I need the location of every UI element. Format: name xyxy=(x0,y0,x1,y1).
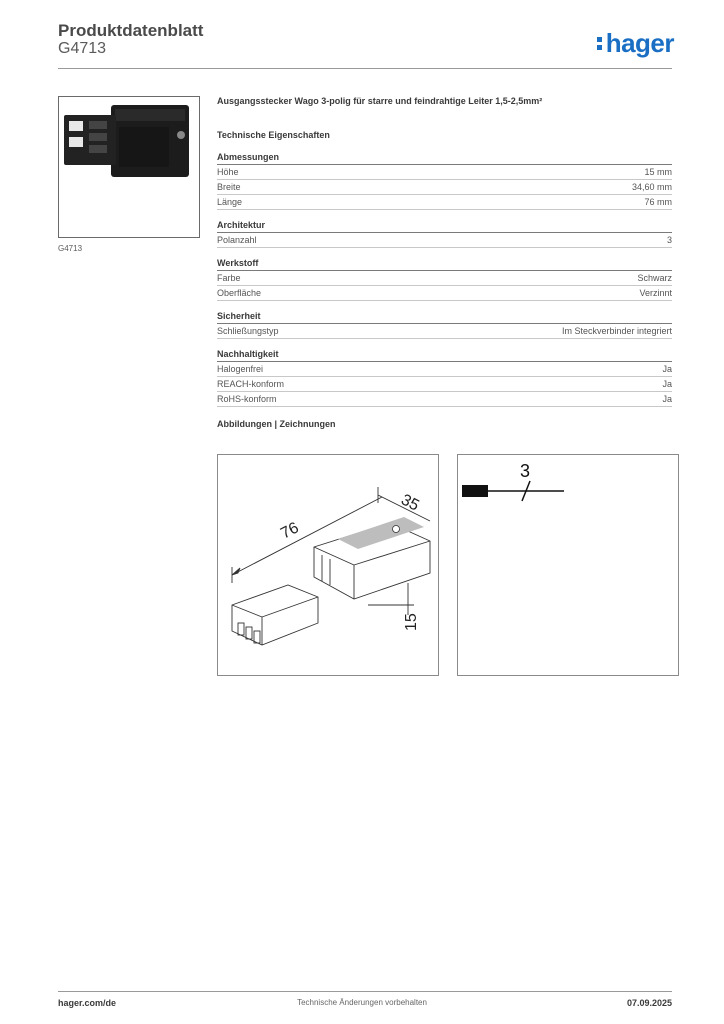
plug-symbol-icon xyxy=(458,455,678,675)
property-row: Breite 34,60 mm xyxy=(217,180,672,195)
property-row: Halogenfrei Ja xyxy=(217,362,672,377)
property-row: Schließungstyp Im Steckverbinder integriert xyxy=(217,324,672,339)
logo-colon-icon xyxy=(597,34,603,52)
group-title: Nachhaltigkeit xyxy=(217,349,672,362)
hager-logo: hager xyxy=(597,28,674,59)
datasheet-content xyxy=(217,96,672,429)
group-title: Werkstoff xyxy=(217,258,672,271)
group-sicherheit xyxy=(217,311,672,339)
dim-length-label: 76 xyxy=(278,519,302,543)
dim-height-label: 15 xyxy=(403,613,420,631)
property-row: Höhe 15 mm xyxy=(217,165,672,180)
photo-caption: G4713 xyxy=(58,244,83,253)
property-row: REACH-konform Ja xyxy=(217,377,672,392)
property-row: Polanzahl 3 xyxy=(217,233,672,248)
page-title: Produktdatenblatt xyxy=(58,21,204,40)
dimension-drawing xyxy=(217,454,439,676)
group-title: Abmessungen xyxy=(217,152,672,165)
header-divider xyxy=(58,68,672,69)
tech-heading: Technische Eigenschaften xyxy=(217,130,330,140)
product-photo xyxy=(58,96,200,238)
footer-divider xyxy=(58,991,672,992)
footer-website[interactable]: hager.com/de xyxy=(58,998,117,1008)
group-architektur xyxy=(217,220,672,248)
circuit-symbol xyxy=(457,454,679,676)
footer-date: 07.09.2025 xyxy=(626,998,672,1008)
group-nachhaltigkeit xyxy=(217,349,672,407)
pole-count-label: 3 xyxy=(520,461,531,481)
article-number: G4713 xyxy=(58,40,107,57)
property-row: Farbe Schwarz xyxy=(217,271,672,286)
connector-drawing-icon xyxy=(218,455,438,675)
property-row: Länge 76 mm xyxy=(217,195,672,210)
property-row: Oberfläche Verzinnt xyxy=(217,286,672,301)
group-title: Architektur xyxy=(217,220,672,233)
group-title: Sicherheit xyxy=(217,311,672,324)
property-row: RoHS-konform Ja xyxy=(217,392,672,407)
group-werkstoff xyxy=(217,258,672,301)
footer-note: Technische Änderungen vorbehalten xyxy=(297,998,427,1007)
connector-photo-icon xyxy=(59,97,199,237)
group-abmessungen xyxy=(217,152,672,210)
figures-heading: Abbildungen | Zeichnungen xyxy=(217,419,336,429)
dim-width-label: 35 xyxy=(398,491,422,515)
product-description: Ausgangsstecker Wago 3-polig für starre und feindrahtige Leiter 1,5-2,5mm² xyxy=(217,96,543,106)
